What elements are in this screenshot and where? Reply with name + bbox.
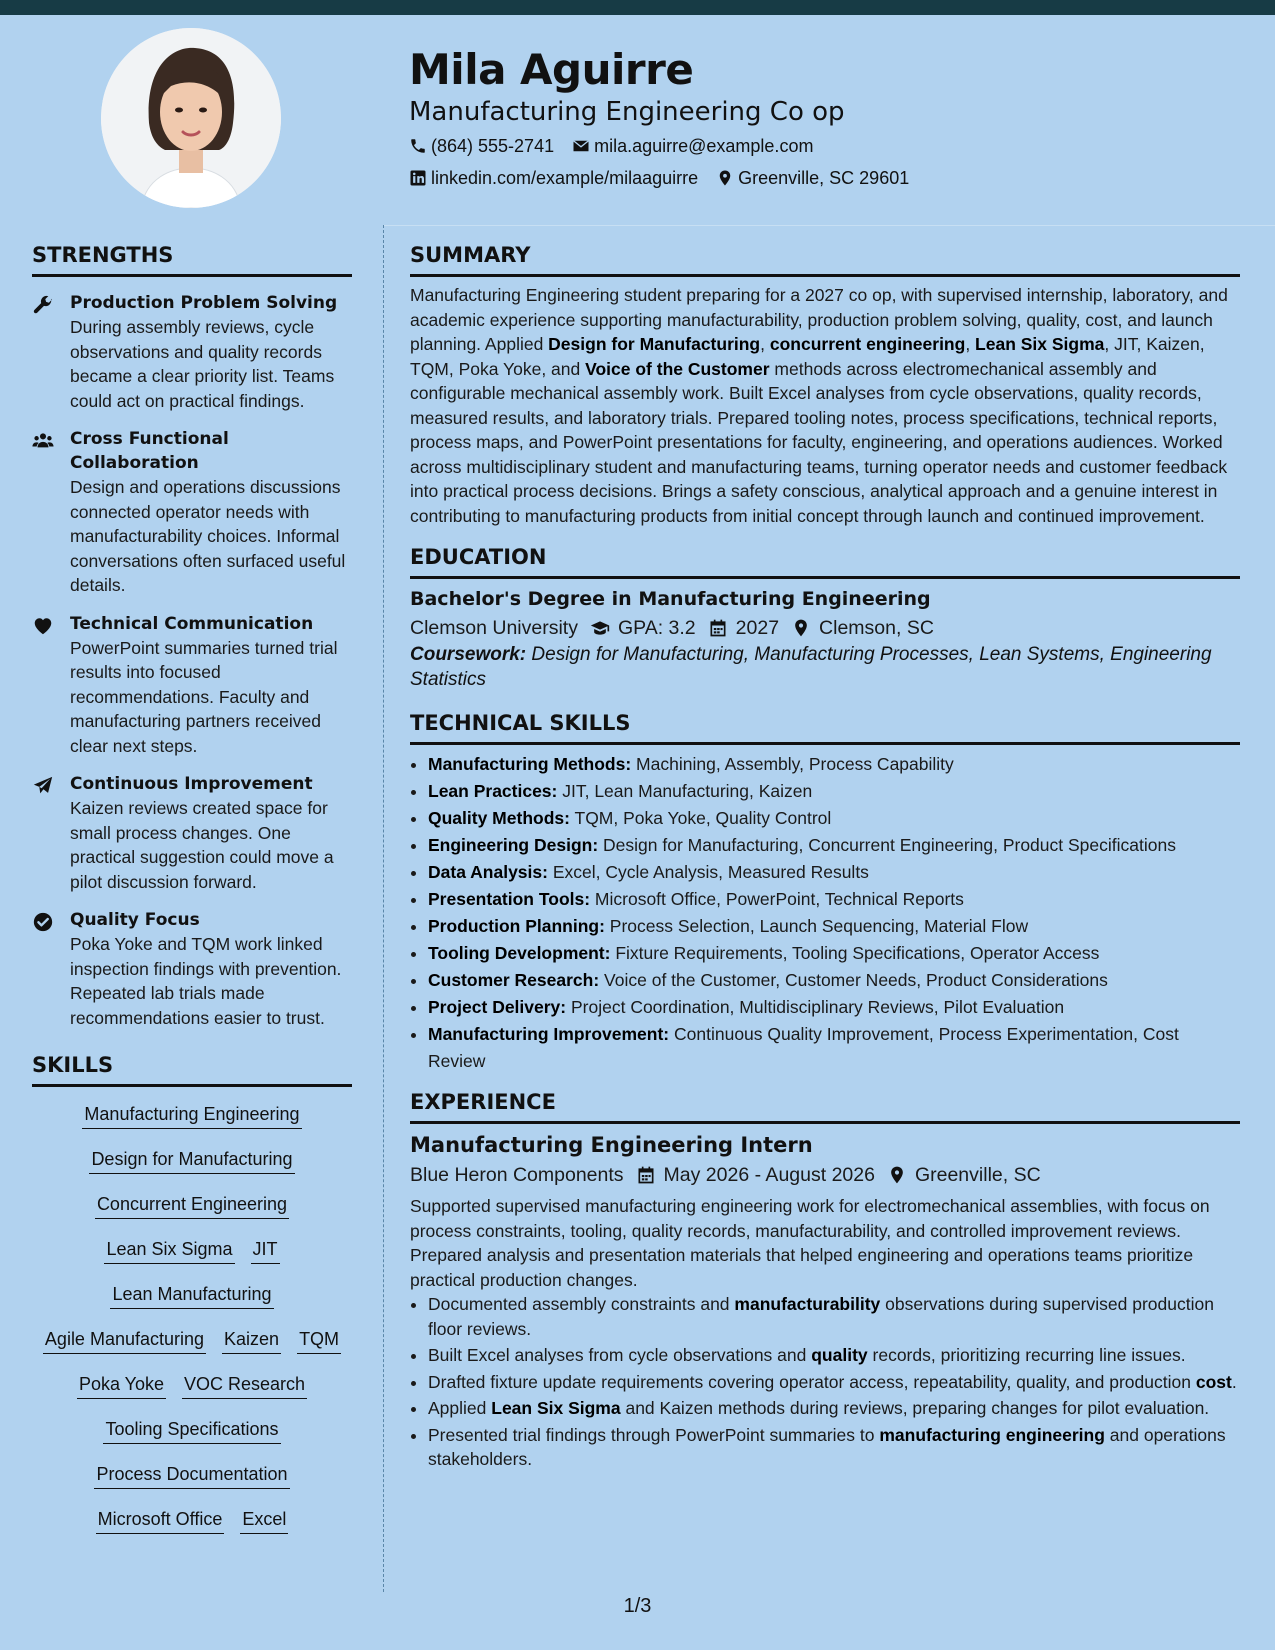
- skill-values: Project Coordination, Multidisciplinary Reviews, Pilot Evaluation: [566, 997, 1065, 1017]
- graduation-year: 2027: [735, 617, 780, 639]
- emphasis-text: Design for Manufacturing: [548, 334, 761, 354]
- text-run: Manufacturing Engineering student preparing for a 2027 co op, with supervised internship, laboratory, and academic experience supporting manufacturability, production problem solving, quality, cost, and launch planning. Applied: [410, 285, 1228, 354]
- skills-list: [32, 1101, 352, 1551]
- emphasis-text: quality: [811, 1345, 868, 1365]
- skill-tag: Microsoft Office: [96, 1506, 225, 1534]
- phone-text: (864) 555-2741: [431, 136, 555, 156]
- skill-row: [32, 1371, 352, 1416]
- skill-row: [32, 1191, 352, 1236]
- skill-tag: Kaizen: [222, 1326, 281, 1354]
- linkedin-icon: [409, 169, 427, 187]
- gpa: GPA: 3.2: [617, 617, 696, 639]
- envelope-icon: [572, 137, 590, 155]
- strength-body: [70, 427, 352, 598]
- school-location: Clemson, SC: [819, 617, 934, 639]
- coursework: [410, 643, 1240, 692]
- technical-skill-item: [428, 859, 1240, 886]
- summary-heading: SUMMARY: [410, 240, 1240, 277]
- strength-description: PowerPoint summaries turned trial results into focused recommendations. Faculty and manufacturing partners received clear next steps.: [70, 637, 338, 756]
- strength-description: Design and operations discussions connected operator needs with manufacturability choices. Informal conversations often surfaced useful details.: [70, 477, 346, 595]
- skill-category: Customer Research:: [428, 970, 600, 990]
- experience-heading: EXPERIENCE: [410, 1087, 1240, 1124]
- skill-row: [32, 1416, 352, 1461]
- text-run: , JIT, Kaizen, TQM, Poka Yoke, and: [410, 334, 1205, 379]
- skill-values: Microsoft Office, PowerPoint, Technical Reports: [590, 889, 964, 909]
- technical-skill-item: [428, 967, 1240, 994]
- skill-tag: Design for Manufacturing: [89, 1146, 294, 1174]
- emphasis-text: manufacturing engineering: [879, 1424, 1105, 1445]
- left-column: [32, 240, 352, 1551]
- skill-category: Lean Practices:: [428, 781, 558, 801]
- experience-bullet: [428, 1343, 1240, 1368]
- text-run: ,: [760, 334, 770, 354]
- technical-skill-item: [428, 886, 1240, 913]
- avatar: [101, 28, 281, 208]
- strengths-list: [32, 291, 352, 1030]
- paper-plane-icon: [32, 772, 70, 894]
- skill-category: Quality Methods:: [428, 808, 570, 828]
- text-run: and Kaizen methods during reviews, preparing changes for pilot evaluation.: [620, 1398, 1210, 1418]
- candidate-role: Manufacturing Engineering Co op: [409, 97, 845, 127]
- technical-skill-item: [428, 832, 1240, 859]
- experience-bullet: [428, 1370, 1240, 1395]
- map-pin-icon: [887, 1165, 907, 1185]
- job-description: Supported supervised manufacturing engineering work for electromechanical assemblies, with focus on process constraints, tooling, quality records, manufacturability, and controlled improvement reviews. Prepared analysis and presentation materials that helped engineering and operations teams prioritize practical production changes.: [410, 1196, 1210, 1290]
- emphasis-text: manufacturability: [734, 1294, 881, 1314]
- job-dates: May 2026 - August 2026: [663, 1164, 875, 1186]
- map-pin-icon: [791, 618, 811, 638]
- calendar-icon: [708, 618, 728, 638]
- contact-row-2: [409, 162, 1249, 194]
- strength-title: Production Problem Solving: [70, 293, 338, 313]
- skill-row: [32, 1146, 352, 1191]
- emphasis-text: Lean Six Sigma: [491, 1398, 621, 1418]
- strength-title: Continuous Improvement: [70, 774, 313, 794]
- skill-row: [32, 1236, 352, 1281]
- job-location: Greenville, SC: [914, 1164, 1041, 1186]
- header-divider: [383, 225, 1275, 226]
- experience-bullet: [428, 1423, 1240, 1472]
- skill-values: Continuous Quality Improvement, Process Experimentation, Cost Review: [428, 1024, 1179, 1071]
- skill-values: Excel, Cycle Analysis, Measured Results: [547, 862, 869, 882]
- skill-tag: TQM: [297, 1326, 341, 1354]
- strengths-heading: STRENGTHS: [32, 240, 352, 277]
- column-divider: [383, 225, 384, 1592]
- profile-photo: [101, 28, 281, 208]
- skill-tag: Excel: [240, 1506, 288, 1534]
- school-name: Clemson University: [410, 617, 578, 639]
- skill-values: Design for Manufacturing, Concurrent Engineering, Product Specifications: [598, 835, 1176, 855]
- experience-section: [410, 1087, 1240, 1472]
- users-icon: [32, 427, 70, 598]
- contact-linkedin[interactable]: [409, 162, 698, 194]
- technical-skills-list: [410, 751, 1240, 1075]
- skill-tag: VOC Research: [182, 1371, 307, 1399]
- top-accent-bar: [0, 0, 1275, 15]
- skill-category: Presentation Tools:: [428, 889, 591, 909]
- skill-tag: Lean Six Sigma: [104, 1236, 234, 1264]
- technical-skill-item: [428, 913, 1240, 940]
- skill-values: Fixture Requirements, Tooling Specifications, Operator Access: [610, 943, 1100, 963]
- technical-skill-item: [428, 994, 1240, 1021]
- strength-item: [32, 772, 352, 894]
- coursework-list: Design for Manufacturing, Manufacturing Processes, Lean Systems, Engineering Statistics: [410, 644, 1212, 690]
- skill-row: [32, 1506, 352, 1551]
- strength-description: Kaizen reviews created space for small process changes. One practical suggestion could move a pilot discussion forward.: [70, 798, 334, 892]
- skill-values: Process Selection, Launch Sequencing, Material Flow: [604, 916, 1029, 936]
- skill-category: Engineering Design:: [428, 835, 599, 855]
- degree-title: Bachelor's Degree in Manufacturing Engineering: [410, 588, 931, 610]
- technical-skill-item: [428, 940, 1240, 967]
- skill-tag: Concurrent Engineering: [95, 1191, 289, 1219]
- experience-bullet: [428, 1292, 1240, 1341]
- experience-bullets: [410, 1292, 1240, 1472]
- skill-category: Manufacturing Methods:: [428, 754, 632, 774]
- skill-tag: Lean Manufacturing: [110, 1281, 273, 1309]
- strength-body: [70, 291, 352, 413]
- emphasis-text: Lean Six Sigma: [975, 334, 1105, 354]
- skill-category: Production Planning:: [428, 916, 605, 936]
- strength-item: [32, 908, 352, 1030]
- coursework-label: Coursework:: [410, 644, 527, 665]
- candidate-name: Mila Aguirre: [409, 45, 694, 94]
- skill-values: JIT, Lean Manufacturing, Kaizen: [557, 781, 813, 801]
- strength-body: [70, 772, 352, 894]
- job-meta: [410, 1160, 1240, 1190]
- text-run: records, prioritizing recurring line issues.: [867, 1345, 1186, 1365]
- strength-item: [32, 427, 352, 598]
- skill-row: [32, 1461, 352, 1506]
- skill-values: Machining, Assembly, Process Capability: [631, 754, 954, 774]
- location-text: Greenville, SC 29601: [738, 168, 910, 188]
- strength-item: [32, 612, 352, 759]
- strength-description: Poka Yoke and TQM work linked inspection findings with prevention. Repeated lab trials made recommendations easier to trust.: [70, 934, 342, 1028]
- contact-location: [716, 162, 909, 194]
- skill-category: Tooling Development:: [428, 943, 611, 963]
- linkedin-text: linkedin.com/example/milaaguirre: [431, 168, 699, 188]
- skill-category: Data Analysis:: [428, 862, 548, 882]
- technical-skills-section: [410, 708, 1240, 1075]
- strength-description: During assembly reviews, cycle observations and quality records became a clear priority list. Teams could act on practical findings.: [70, 317, 335, 411]
- text-run: methods across electromechanical assembly and configurable mechanical assembly work. Built Excel analyses from cycle observations, quality records, measured results, and laboratory trials. Prepared tooling notes, process specifications, technical reports, process maps, and PowerPoint presentations for faculty, engineering, and operations audiences. Worked across multidisciplinary student and manufacturing teams, turning operator needs and customer feedback into practical process decisions. Brings a safety conscious, analytical approach and a genuine interest in contributing to manufacturing products from initial concept through launch and continued improvement.: [410, 358, 1228, 526]
- text-run: and operations stakeholders.: [428, 1424, 1226, 1469]
- strength-item: [32, 291, 352, 413]
- skill-row: [32, 1326, 352, 1371]
- technical-skill-item: [428, 751, 1240, 778]
- calendar-icon: [636, 1165, 656, 1185]
- skill-tag: JIT: [251, 1236, 280, 1264]
- heart-icon: [32, 612, 70, 759]
- contact-email[interactable]: [572, 130, 813, 162]
- technical-skill-item: [428, 778, 1240, 805]
- education-heading: EDUCATION: [410, 542, 1240, 579]
- email-text: mila.aguirre@example.com: [594, 136, 814, 156]
- check-circle-icon: [32, 908, 70, 1030]
- emphasis-text: Voice of the Customer: [585, 358, 770, 379]
- contact-phone[interactable]: [409, 130, 554, 162]
- header: [409, 42, 1249, 194]
- text-run: ,: [965, 334, 976, 354]
- education-section: [410, 542, 1240, 692]
- text-run: Applied: [428, 1398, 492, 1418]
- skill-tag: Tooling Specifications: [103, 1416, 280, 1444]
- strength-title: Cross Functional Collaboration: [70, 429, 229, 473]
- graduation-cap-icon: [590, 618, 610, 638]
- skill-tag: Agile Manufacturing: [43, 1326, 206, 1354]
- emphasis-text: concurrent engineering: [769, 334, 966, 354]
- contact-row-1: [409, 130, 1249, 162]
- text-run: Drafted fixture update requirements covering operator access, repeatability, quality, and production: [428, 1371, 1196, 1392]
- skill-row: [32, 1101, 352, 1146]
- text-run: Documented assembly constraints and: [428, 1294, 735, 1314]
- skill-tag: Poka Yoke: [77, 1371, 166, 1399]
- phone-icon: [409, 137, 427, 155]
- map-pin-icon: [716, 169, 734, 187]
- company-name: Blue Heron Components: [410, 1164, 624, 1186]
- text-run: Presented trial findings through PowerPoint summaries to: [428, 1424, 880, 1445]
- page-number: 1/3: [623, 1595, 652, 1617]
- skill-tag: Manufacturing Engineering: [82, 1101, 301, 1129]
- strength-body: [70, 612, 352, 759]
- skill-category: Manufacturing Improvement:: [428, 1024, 670, 1044]
- strength-title: Quality Focus: [70, 910, 200, 930]
- skill-values: Voice of the Customer, Customer Needs, Product Considerations: [599, 970, 1108, 990]
- technical-skill-item: [428, 1021, 1240, 1075]
- summary-text: [410, 283, 1240, 528]
- text-run: .: [1231, 1371, 1237, 1392]
- job-title: Manufacturing Engineering Intern: [410, 1133, 813, 1157]
- strength-body: [70, 908, 352, 1030]
- education-meta: [410, 613, 1240, 643]
- experience-bullet: [428, 1396, 1240, 1421]
- right-column: [410, 240, 1240, 1474]
- emphasis-text: cost: [1195, 1371, 1232, 1392]
- skill-row: [32, 1281, 352, 1326]
- text-run: observations during supervised production floor reviews.: [428, 1294, 1214, 1339]
- strength-title: Technical Communication: [70, 613, 314, 634]
- skill-tag: Process Documentation: [94, 1461, 289, 1489]
- skills-heading: SKILLS: [32, 1050, 352, 1087]
- text-run: Built Excel analyses from cycle observations and: [428, 1345, 812, 1365]
- wrench-icon: [32, 291, 70, 413]
- technical-skill-item: [428, 805, 1240, 832]
- technical-skills-heading: TECHNICAL SKILLS: [410, 708, 1240, 745]
- skill-category: Project Delivery:: [428, 997, 567, 1017]
- skill-values: TQM, Poka Yoke, Quality Control: [569, 808, 832, 828]
